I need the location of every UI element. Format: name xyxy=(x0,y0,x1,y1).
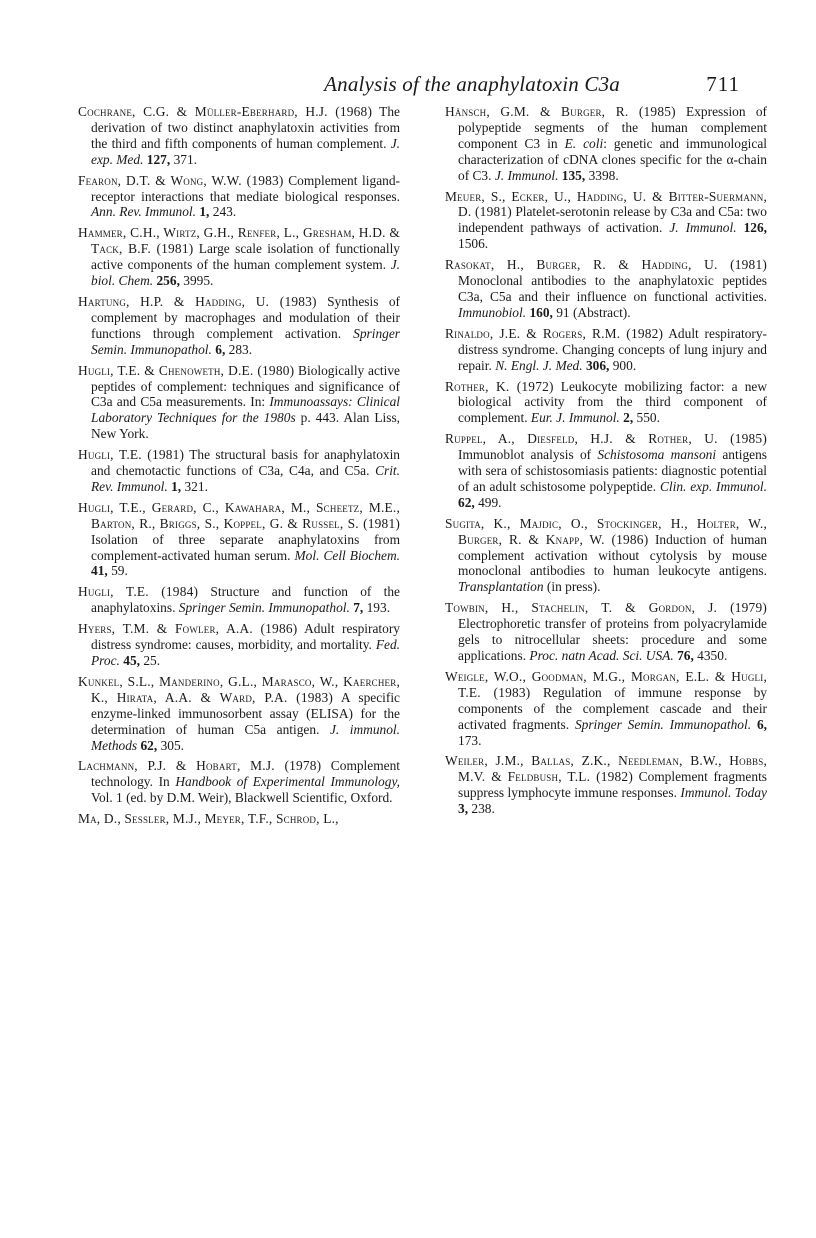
reference-text: Isolation of three separate anaphylatoxins from complement-activated human serum. xyxy=(91,531,400,563)
reference-entry xyxy=(445,431,767,511)
reference-pages: 550. xyxy=(633,410,660,426)
reference-journal: Proc. natn Acad. Sci. USA. xyxy=(529,648,674,663)
reference-entry xyxy=(445,753,767,817)
reference-volume: 6, xyxy=(756,716,767,732)
running-title: Analysis of the anaphylatoxin C3a xyxy=(324,72,620,96)
reference-entry xyxy=(445,600,767,664)
reference-entry xyxy=(445,104,767,184)
reference-text: Monoclonal antibodies to the anaphylatoxic peptides C3a, C5a and their influence on functional activities. xyxy=(458,273,767,304)
reference-text: The derivation of two distinct anaphylatoxin activities from the third and fifth components of human complement. xyxy=(91,104,400,151)
reference-entry xyxy=(78,104,400,168)
page-number: 711 xyxy=(706,72,740,96)
reference-entry xyxy=(78,674,400,754)
reference-authors: Hyers, T.M. & Fowler, A.A. (1986) xyxy=(78,621,298,637)
reference-text: Complement technology. In xyxy=(91,758,400,790)
reference-text: Biologically active peptides of complement: techniques and significance of C3a and C5a measurements. In: xyxy=(91,362,400,410)
reference-entry xyxy=(78,584,400,616)
reference-entry xyxy=(445,516,767,596)
reference-journal: Immunol. Today xyxy=(680,785,767,801)
reference-volume: 306, xyxy=(585,357,610,373)
reference-volume: 160, xyxy=(529,304,553,320)
reference-volume: 127, xyxy=(146,151,171,167)
reference-entry xyxy=(445,326,767,374)
reference-journal: Springer Semin. Immunopathol. xyxy=(574,716,752,732)
reference-volume: 256, xyxy=(156,273,180,289)
reference-journal: J. immunol. Methods xyxy=(91,721,400,753)
reference-authors: Fearon, D.T. & Wong, W.W. (1983) xyxy=(78,172,284,188)
reference-journal: Handbook of Experimental Immunology, xyxy=(175,774,400,790)
reference-authors: Hugli, T.E. & Chenoweth, D.E. (1980) xyxy=(78,362,295,378)
reference-pages: : genetic and immunological characterization of cDNA clones specific for the α-chain of C3. xyxy=(458,135,767,183)
reference-pages: 499. xyxy=(474,494,502,510)
reference-journal: Ann. Rev. Immunol. xyxy=(91,204,196,220)
reference-authors: Cochrane, C.G. & Müller-Eberhard, H.J. (1968) xyxy=(78,104,373,119)
reference-column-right xyxy=(445,104,767,822)
reference-journal: Clin. exp. Immunol. xyxy=(659,478,767,494)
reference-pages: 900. xyxy=(609,357,637,373)
reference-authors: Lachmann, P.J. & Hobart, M.J. (1978) xyxy=(78,758,322,774)
reference-entry xyxy=(78,173,400,221)
reference-pages: 283. xyxy=(225,341,253,357)
reference-text: Leukocyte mobilizing factor: a new biological activity from the third component of complement. xyxy=(458,378,768,426)
reference-text: Immunoblot analysis of xyxy=(458,447,598,463)
reference-pages: (in press). xyxy=(543,579,601,595)
reference-column-left xyxy=(78,104,400,832)
reference-text: Adult respiratory distress syndrome: causes, morbidity, and mortality. xyxy=(91,621,401,653)
reference-pages: 1506. xyxy=(458,236,489,252)
reference-authors: Weiler, J.M., Ballas, Z.K., Needleman, B.W., Hobbs, M.V. & Feldbush, T.L. (1982) xyxy=(445,753,767,785)
reference-journal: Eur. J. Immunol. xyxy=(530,410,620,426)
reference-text: Regulation of immune response by components of the complement cascade and their activated fragments. xyxy=(458,684,767,732)
reference-authors: Hartung, H.P. & Hadding, U. (1983) xyxy=(78,293,317,309)
reference-text: Synthesis of complement by macrophages and modulation of their functions through complement activation. xyxy=(91,293,400,341)
reference-authors: Hugli, T.E. (1984) xyxy=(78,584,199,600)
reference-text: Structure and function of the anaphylatoxins. xyxy=(91,584,401,616)
reference-pages: 4350. xyxy=(693,648,728,663)
reference-journal: Immunoassays: Clinical Laboratory Techniques for the 1980s xyxy=(91,394,400,426)
reference-entry xyxy=(445,189,767,253)
reference-volume: 76, xyxy=(677,648,694,663)
reference-journal: N. Engl. J. Med. xyxy=(495,357,583,373)
reference-text: Complement fragments suppress lymphocyte immune responses. xyxy=(458,769,768,801)
reference-entry xyxy=(78,447,400,495)
reference-pages: 193. xyxy=(363,600,391,616)
reference-journal: Springer Semin. Immunopathol. xyxy=(91,325,400,357)
reference-volume: 6, xyxy=(215,341,226,357)
reference-pages: 371. xyxy=(170,151,197,167)
reference-text: The structural basis for anaphylatoxin and chemotactic functions of C3a, C4a, and C5a. xyxy=(91,447,401,479)
reference-journal: J. biol. Chem. xyxy=(91,257,400,289)
reference-volume: 2, xyxy=(623,410,634,426)
reference-pages: 91 (Abstract). xyxy=(552,304,631,320)
reference-authors: Rother, K. (1972) xyxy=(445,378,554,394)
reference-journal: J. exp. Med. xyxy=(91,135,400,167)
reference-volume: 126, xyxy=(743,220,767,236)
reference-pages: 59. xyxy=(107,563,128,579)
reference-journal: J. Immunol. xyxy=(669,220,737,236)
reference-authors: Rinaldo, J.E. & Rogers, R.M. (1982) xyxy=(445,325,664,341)
reference-volume: 3, xyxy=(458,801,469,817)
reference-authors: Ma, D., Sessler, M.J., Meyer, T.F., Schrod, L., xyxy=(78,811,339,827)
reference-pages: 173. xyxy=(458,732,482,748)
reference-journal: J. Immunol. xyxy=(494,167,559,183)
reference-volume: 1, xyxy=(171,478,182,494)
reference-pages: 25. xyxy=(140,653,161,668)
reference-pages: 321. xyxy=(181,478,208,494)
reference-journal: E. coli xyxy=(564,135,604,151)
reference-entry xyxy=(78,811,400,827)
reference-authors: Hänsch, G.M. & Burger, R. (1985) xyxy=(445,104,676,119)
reference-entry xyxy=(78,621,400,669)
reference-entry xyxy=(78,225,400,289)
reference-pages: 3995. xyxy=(179,273,214,289)
reference-text: Induction of human complement activation without cytolysis by mouse monoclonal antibodies to human leukocyte antigens. xyxy=(458,531,767,579)
reference-pages: Vol. 1 (ed. by D.M. Weir), Blackwell Scientific, Oxford. xyxy=(91,790,393,806)
reference-volume: 62, xyxy=(458,494,475,510)
reference-entry xyxy=(78,363,400,443)
reference-text: Platelet-serotonin release by C3a and C5a: two independent pathways of activation. xyxy=(458,204,767,236)
reference-authors: Meuer, S., Ecker, U., Hadding, U. & Bitter-Suermann, D. (1981) xyxy=(445,188,767,220)
reference-entry xyxy=(78,758,400,806)
reference-journal: Crit. Rev. Immunol. xyxy=(91,463,400,494)
reference-journal: Immunobiol. xyxy=(458,304,527,320)
reference-volume: 1, xyxy=(199,204,210,220)
reference-pages: antigens with sera of schistosomiasis patients: diagnostic potential of an adult schistosome polypeptide. xyxy=(458,447,767,494)
reference-volume: 62, xyxy=(140,737,158,753)
reference-authors: Hugli, T.E., Gerard, C., Kawahara, M., Scheetz, M.E., Barton, R., Briggs, S., Koppel, G. & Russel, S. (1981) xyxy=(78,499,400,531)
reference-volume: 41, xyxy=(91,563,108,579)
reference-journal: Transplantation xyxy=(458,579,544,595)
reference-authors: Towbin, H., Stachelin, T. & Gordon, J. (1979) xyxy=(445,600,767,616)
reference-authors: Rasokat, H., Burger, R. & Hadding, U. (1981) xyxy=(445,257,767,273)
reference-entry xyxy=(445,669,767,749)
reference-volume: 135, xyxy=(561,167,586,183)
reference-pages: 238. xyxy=(468,801,495,817)
reference-pages: 305. xyxy=(157,737,185,753)
reference-text: Large scale isolation of functionally active components of the human complement system. xyxy=(91,241,400,273)
reference-journal: Schistosoma mansoni xyxy=(597,447,717,463)
reference-volume: 7, xyxy=(353,600,364,616)
reference-authors: Hugli, T.E. (1981) xyxy=(78,447,185,463)
reference-authors: Weigle, W.O., Goodman, M.G., Morgan, E.L. & Hugli, T.E. (1983) xyxy=(445,668,767,700)
reference-entry xyxy=(78,500,400,580)
reference-journal: Fed. Proc. xyxy=(91,637,400,668)
reference-pages: 243. xyxy=(209,204,237,220)
reference-entry xyxy=(445,379,767,427)
reference-entry xyxy=(78,294,400,358)
reference-authors: Kunkel, S.L., Manderino, G.L., Marasco, W., Kaercher, K., Hirata, A.A. & Ward, P.A. (1983) xyxy=(78,673,400,705)
reference-entry xyxy=(445,257,767,321)
reference-pages: 3398. xyxy=(585,167,619,183)
reference-journal: Springer Semin. Immunopathol. xyxy=(178,600,350,616)
reference-text: Expression of polypeptide segments of the human complement component C3 in xyxy=(458,104,767,151)
reference-text: Complement ligand-receptor interactions that mediate biological responses. xyxy=(91,172,400,204)
reference-text: A specific enzyme-linked immunosorbent assay (ELISA) for the determination of human C5a antigen. xyxy=(91,689,400,737)
reference-text: Electrophoretic transfer of proteins from polyacrylamide gels to nitrocellular sheets: procedure and some applications. xyxy=(458,616,767,663)
reference-text: Adult respiratory-distress syndrome. Changing concepts of lung injury and repair. xyxy=(458,325,768,373)
page-header xyxy=(78,72,740,102)
reference-journal: Mol. Cell Biochem. xyxy=(294,547,400,563)
reference-authors: Hammer, C.H., Wirtz, G.H., Renfer, L., Gresham, H.D. & Tack, B.F. (1981) xyxy=(78,225,400,257)
reference-pages: p. 443. Alan Liss, New York. xyxy=(91,410,400,442)
reference-authors: Sugita, K., Majdic, O., Stockinger, H., Holter, W., Burger, R. & Knapp, W. (1986) xyxy=(445,515,767,547)
reference-authors: Ruppel, A., Diesfeld, H.J. & Rother, U. (1985) xyxy=(445,431,767,447)
reference-volume: 45, xyxy=(123,653,140,668)
